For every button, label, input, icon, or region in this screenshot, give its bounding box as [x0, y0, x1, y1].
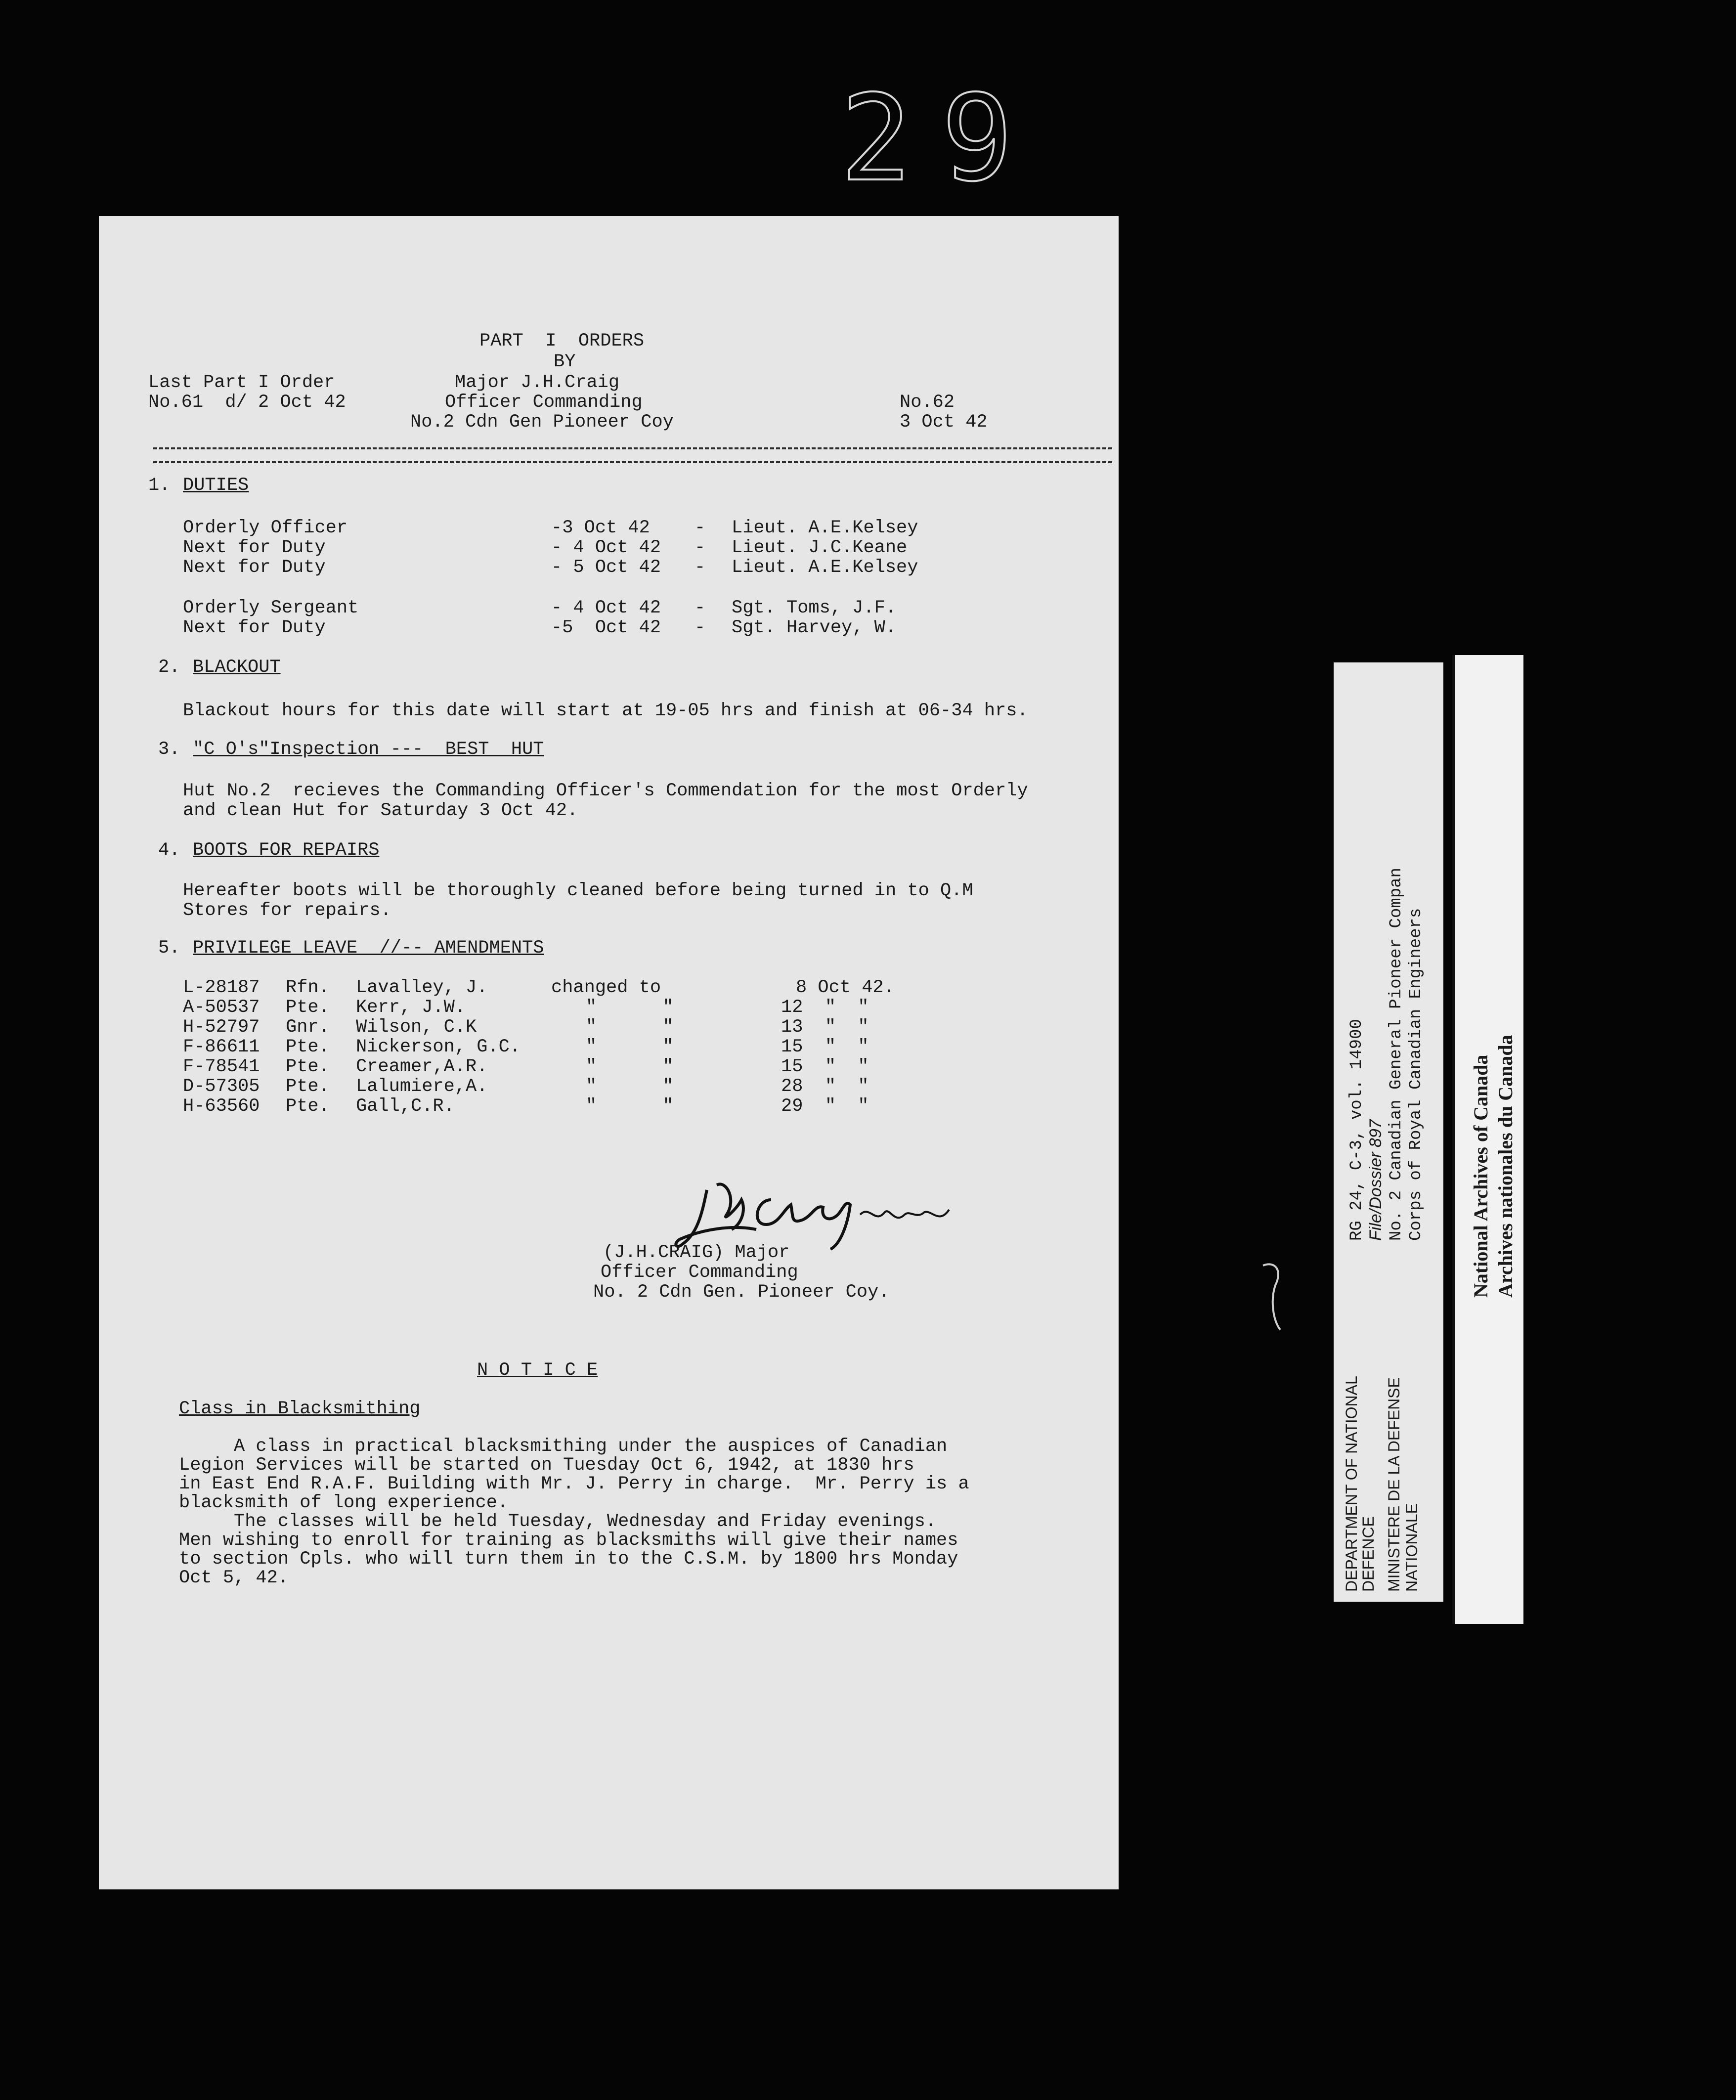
leave-date: 15 " ": [781, 1037, 869, 1057]
notice-line: Men wishing to enroll for training as blacksmiths will give their names: [179, 1530, 958, 1551]
film-mark: [1260, 1261, 1290, 1335]
leave-name: Gall,C.R.: [356, 1096, 455, 1117]
duty-name: Sgt. Harvey, W.: [732, 617, 897, 638]
section-3-number: 3.: [158, 739, 180, 760]
section-2-text: Blackout hours for this date will start at 19-05 hrs and finish at 06-34 hrs.: [183, 700, 1028, 721]
signature-unit: No. 2 Cdn Gen. Pioneer Coy.: [593, 1282, 890, 1303]
notice-title: N O T I C E: [477, 1360, 598, 1381]
notice-line: A class in practical blacksmithing under the auspices of Canadian: [179, 1436, 948, 1457]
section-2-title: BLACKOUT: [193, 657, 281, 678]
leave-service-no: F-86611: [183, 1037, 260, 1057]
section-4-number: 4.: [158, 840, 180, 861]
leave-name: Lalumiere,A.: [356, 1076, 488, 1097]
leave-rank: Pte.: [286, 1076, 330, 1097]
leave-date: 13 " ": [781, 1017, 869, 1038]
leave-date: 28 " ": [781, 1076, 869, 1097]
notice-line: Oct 5, 42.: [179, 1568, 289, 1588]
duty-date: - 5 Oct 42: [551, 557, 661, 578]
notice-line: in East End R.A.F. Building with Mr. J. Perry in charge. Mr. Perry is a: [179, 1474, 969, 1494]
notice-line: The classes will be held Tuesday, Wednesday and Friday evenings.: [179, 1511, 937, 1532]
leave-name: Nickerson, G.C.: [356, 1037, 521, 1057]
section-5-number: 5.: [158, 938, 180, 959]
label-corps: Corps of Royal Canadian Engineers: [1407, 908, 1426, 1241]
notice-subtitle: Class in Blacksmithing: [179, 1399, 421, 1419]
duty-role: Orderly Officer: [183, 518, 348, 538]
notice-line: to section Cpls. who will turn them in to the C.S.M. by 1800 hrs Monday: [179, 1549, 958, 1570]
duty-role: Orderly Sergeant: [183, 598, 359, 618]
duty-name: Sgt. Toms, J.F.: [732, 598, 897, 618]
section-3-text-1: Hut No.2 recieves the Commanding Officer's Commendation for the most Orderly: [183, 781, 1028, 801]
last-order-label: Last Part I Order: [148, 372, 335, 393]
label-nac-english: National Archives of Canada: [1470, 1054, 1492, 1298]
duty-name: Lieut. A.E.Kelsey: [732, 557, 918, 578]
section-3-title: "C O's"Inspection --- BEST HUT: [193, 739, 544, 760]
order-date: 3 Oct 42: [900, 412, 988, 433]
leave-service-no: F-78541: [183, 1056, 260, 1077]
leave-name: Kerr, J.W.: [356, 997, 466, 1018]
duty-date: -3 Oct 42: [551, 518, 650, 538]
duty-name: Lieut. J.C.Keane: [732, 537, 908, 558]
label-dept-1: DEPARTMENT OF NATIONAL: [1343, 1376, 1360, 1592]
notice-line: Legion Services will be started on Tuesday Oct 6, 1942, at 1830 hrs: [179, 1455, 914, 1476]
leave-changed: " ": [586, 1056, 674, 1077]
leave-rank: Pte.: [286, 1096, 330, 1117]
leave-date: 12 " ": [781, 997, 869, 1018]
leave-changed: " ": [586, 1096, 674, 1117]
leave-rank: Pte.: [286, 1037, 330, 1057]
leave-date: 29 " ": [781, 1096, 869, 1117]
label-dept-2: DEFENCE: [1359, 1516, 1377, 1592]
leave-changed: changed to: [551, 977, 661, 998]
document-page: [99, 216, 1119, 1889]
leave-changed: " ": [586, 1037, 674, 1057]
leave-name: Creamer,A.R.: [356, 1056, 488, 1077]
duty-role: Next for Duty: [183, 557, 326, 578]
section-3-text-2: and clean Hut for Saturday 3 Oct 42.: [183, 800, 578, 821]
leave-changed: " ": [586, 1076, 674, 1097]
label-dept-4: NATIONALE: [1403, 1503, 1421, 1592]
national-archives-label: [1452, 655, 1523, 1624]
leave-rank: Pte.: [286, 1056, 330, 1077]
leave-changed: " ": [586, 997, 674, 1018]
leave-name: Lavalley, J.: [356, 977, 488, 998]
duty-name: Lieut. A.E.Kelsey: [732, 518, 918, 538]
leave-date: 15 " ": [781, 1056, 869, 1077]
section-4-text-1: Hereafter boots will be thoroughly cleaned before being turned in to Q.M: [183, 880, 973, 901]
section-1-number: 1.: [148, 475, 171, 496]
duty-date: - 4 Oct 42: [551, 598, 661, 618]
duty-dash: -: [694, 598, 706, 618]
section-2-number: 2.: [158, 657, 180, 678]
label-file-ref: File/Dossier 897: [1366, 1119, 1385, 1241]
section-1-title: DUTIES: [183, 475, 249, 496]
frame-number: 29: [840, 69, 1042, 208]
label-unit-name: No. 2 Canadian General Pioneer Compan: [1387, 868, 1406, 1241]
duty-role: Next for Duty: [183, 537, 326, 558]
title-line5: No.2 Cdn Gen Pioneer Coy: [410, 412, 674, 433]
title-line2: BY: [554, 351, 576, 372]
leave-rank: Pte.: [286, 997, 330, 1018]
title-line1: PART I ORDERS: [479, 331, 645, 351]
leave-rank: Gnr.: [286, 1017, 330, 1038]
leave-changed: " ": [586, 1017, 674, 1038]
leave-rank: Rfn.: [286, 977, 330, 998]
duty-dash: -: [694, 617, 706, 638]
leave-service-no: H-52797: [183, 1017, 260, 1038]
label-rg-ref: RG 24, C-3, vol. 14900: [1347, 1019, 1366, 1241]
duty-date: -5 Oct 42: [551, 617, 661, 638]
label-nac-french: Archives nationales du Canada: [1494, 1035, 1517, 1298]
title-line4: Officer Commanding: [445, 392, 643, 413]
section-4-text-2: Stores for repairs.: [183, 900, 391, 921]
duty-dash: -: [694, 557, 706, 578]
signature-title: Officer Commanding: [601, 1262, 798, 1283]
label-dept-3: MINISTERE DE LA DEFENSE: [1385, 1377, 1403, 1592]
leave-service-no: H-63560: [183, 1096, 260, 1117]
duty-dash: -: [694, 537, 706, 558]
leave-date: 8 Oct 42.: [796, 977, 895, 998]
section-4-title: BOOTS FOR REPAIRS: [193, 840, 380, 861]
separator-line: [153, 447, 1112, 463]
section-5-title: PRIVILEGE LEAVE //-- AMENDMENTS: [193, 938, 544, 959]
signature-name: (J.H.CRAIG) Major: [603, 1242, 790, 1263]
duty-date: - 4 Oct 42: [551, 537, 661, 558]
notice-line: blacksmith of long experience.: [179, 1492, 509, 1513]
leave-name: Wilson, C.K: [356, 1017, 477, 1038]
last-order-value: No.61 d/ 2 Oct 42: [148, 392, 346, 413]
duty-dash: -: [694, 518, 706, 538]
leave-service-no: A-50537: [183, 997, 260, 1018]
archive-reference-label: [1334, 662, 1443, 1602]
leave-service-no: L-28187: [183, 977, 260, 998]
leave-service-no: D-57305: [183, 1076, 260, 1097]
order-number: No.62: [900, 392, 955, 413]
duty-role: Next for Duty: [183, 617, 326, 638]
title-line3: Major J.H.Craig: [455, 372, 620, 393]
